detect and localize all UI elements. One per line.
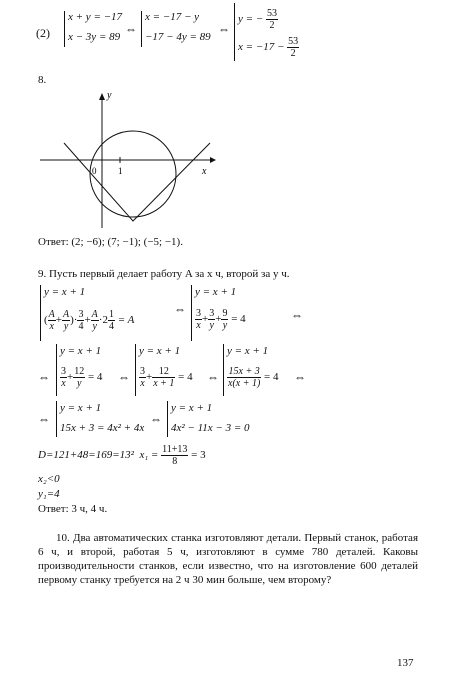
equation: $\frac{15x + 3}{x(x + 1)}$ = 4	[228, 366, 279, 389]
graph-figure	[30, 88, 230, 230]
equation: y = x + 1	[227, 345, 269, 357]
equation: y = x + 1	[44, 286, 86, 298]
equation: 15x + 3 = 4x² + 4x	[60, 422, 145, 434]
system-brace	[191, 285, 192, 341]
y-axis-label: y	[107, 90, 112, 101]
equation: y = x + 1	[195, 286, 237, 298]
equation: x − 3y = 89	[68, 31, 121, 43]
x-axis-arrow	[210, 157, 216, 163]
problem-statement: 10. Два автоматических станка изготовляют детали. Первый станок, работая 6 ч, и второй, работая 5 ч, изготовляют в сумме 780 деталей. Каковы производительности станков, если известно, что на изготовление 600 деталей первому станку требуется на 2 ч 30 мин больше, чем второму?	[38, 532, 418, 586]
equivalence-arrow: ⇔	[218, 22, 230, 36]
problem-statement: 9. Пусть первый делает работу A за x ч, второй за y ч.	[38, 268, 290, 280]
system-brace	[234, 3, 235, 61]
origin-label: 0	[92, 166, 97, 176]
x-axis-label: x	[202, 166, 207, 177]
equation: y = x + 1	[171, 402, 213, 414]
discriminant-line: D=121+48=169=13² x₁ = $\frac{11+13}{8}$ = 3	[38, 444, 206, 467]
equivalence-arrow: ⇔	[38, 412, 50, 426]
equivalence-arrow: ⇔	[294, 370, 306, 384]
equation: 4x² − 11x − 3 = 0	[171, 422, 250, 434]
equivalence-arrow: ⇔	[291, 308, 303, 322]
equation: x = −17 − $\frac{53}{2}$	[238, 36, 299, 59]
page-number: 137	[397, 657, 414, 669]
equation: y = − $\frac{53}{2}$	[238, 8, 277, 31]
system-label: (2)	[36, 26, 50, 40]
equation: $\frac{3}{x}$ + $\frac{3}{y}$ + $\frac{9}{y}$ = 4	[196, 308, 246, 331]
system-brace	[40, 285, 41, 341]
equivalence-arrow: ⇔	[125, 22, 137, 36]
system-brace	[135, 344, 136, 396]
equation: y = x + 1	[60, 402, 102, 414]
equation: $\frac{3}{x}$ + $\frac{12}{y}$ = 4	[61, 366, 103, 389]
tick-label: 1	[118, 166, 123, 176]
system-brace	[56, 344, 57, 396]
equation: y = x + 1	[60, 345, 102, 357]
root-line: y₁=4	[38, 488, 60, 500]
answer-text: Ответ: 3 ч, 4 ч.	[38, 503, 108, 515]
equivalence-arrow: ⇔	[118, 370, 130, 384]
equivalence-arrow: ⇔	[150, 412, 162, 426]
root-line: x₂<0	[38, 473, 60, 485]
equation: −17 − 4y = 89	[145, 31, 211, 43]
equivalence-arrow: ⇔	[207, 370, 219, 384]
answer-text: Ответ: (2; −6); (7; −1); (−5; −1).	[38, 236, 183, 248]
system-brace	[56, 401, 57, 437]
y-axis-arrow	[99, 93, 105, 100]
system-brace	[141, 11, 142, 47]
equation: y = x + 1	[139, 345, 181, 357]
equation: $\frac{3}{x}$ + $\frac{12}{x + 1}$ = 4	[140, 366, 193, 389]
absolute-value-curve	[64, 143, 210, 221]
problem-number: 8.	[38, 74, 47, 86]
equation: x + y = −17	[68, 11, 123, 23]
equation: x = −17 − y	[145, 11, 200, 23]
equivalence-arrow: ⇔	[38, 370, 50, 384]
system-brace	[223, 344, 224, 396]
system-brace	[167, 401, 168, 437]
circle-curve	[90, 131, 176, 217]
equation: ( $\frac{A}{x}$ + $\frac{A}{y}$ )· $\frac{3}{4}$ + $\frac{A}{y}$ ·2 $\frac{1}{4}$ = A	[44, 309, 135, 332]
system-brace	[64, 11, 65, 47]
equivalence-arrow: ⇔	[174, 302, 186, 316]
